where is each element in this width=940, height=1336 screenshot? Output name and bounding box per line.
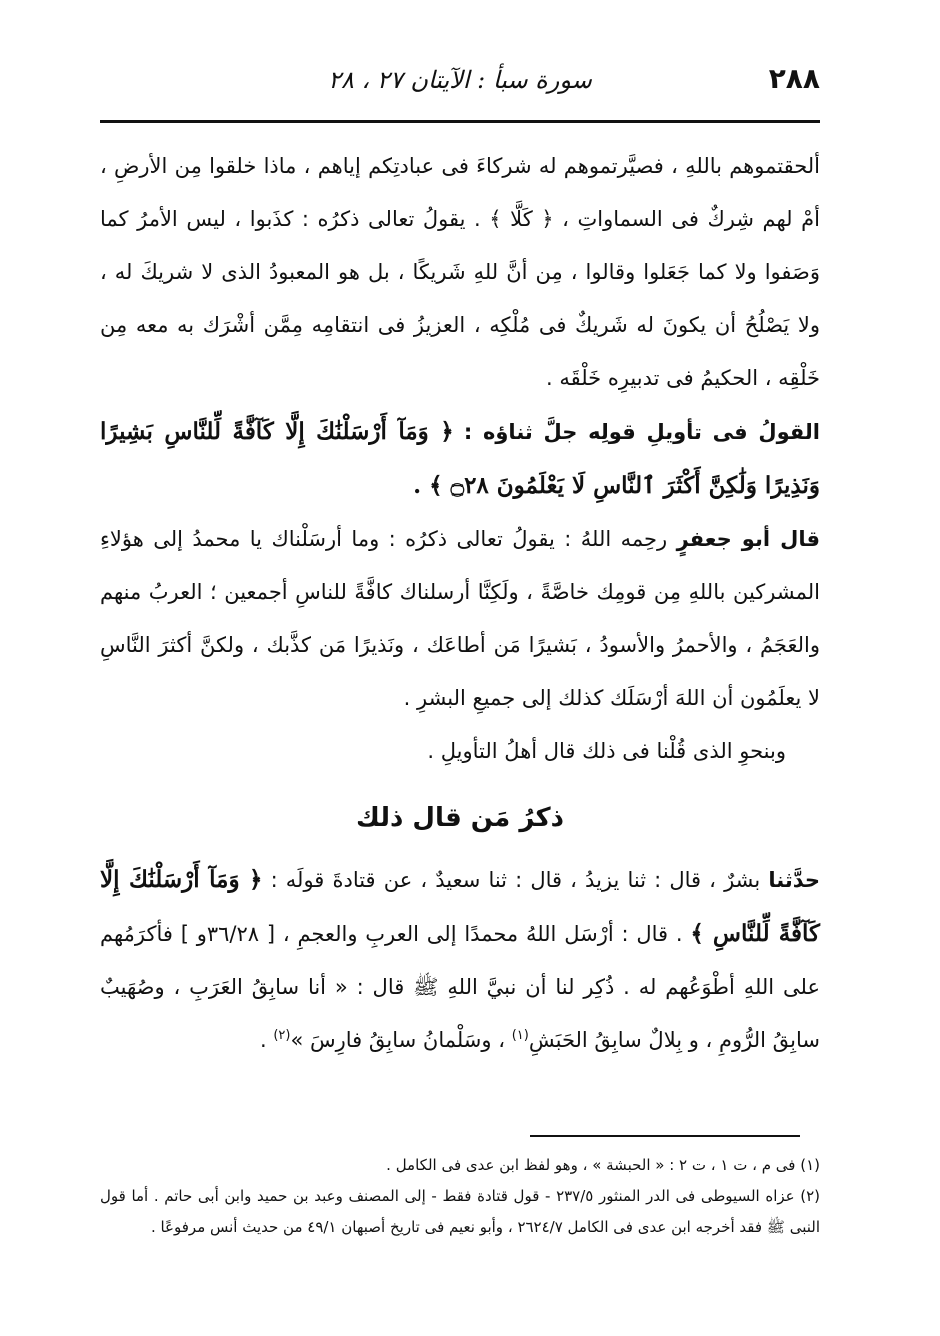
page-body bbox=[100, 140, 820, 1067]
paragraph-2-lead: القولُ فى تأويلِ قولِه جلَّ ثناؤه : bbox=[463, 420, 820, 444]
paragraph-5-text-c: ، وسَلْمانُ سابِقُ فارِسَ » bbox=[290, 1028, 505, 1052]
paragraph-5-lead: حدَّثنا bbox=[768, 868, 820, 892]
paragraph-1: ألحقتموهم باللهِ ، فصيَّرتموهم له شركاءَ فى عبادتِكم إياهم ، ماذا خلقوا مِن الأرضِ ، أمْ لهم شِركٌ فى السماواتِ ، ﴿ كَلَّا ﴾ . يقولُ تعالى ذكرُه : كذَبوا ، ليس الأمرُ كما وَصَفوا ولا كما جَعَلوا وقالوا ، مِن أنَّ للهِ شَريكًا ، بل هو المعبودُ الذى لا شريكَ له ، ولا يَصْلُحُ أن يكونَ له شَريكٌ فى مُلْكِه ، العزيزُ فى انتقامِه مِمَّن أشْرَك به معه مِن خَلْقِه ، الحكيمُ فى تدبيرِه خَلْقَه . bbox=[100, 154, 820, 390]
paragraph-5-end: . bbox=[259, 1028, 267, 1052]
footnote-ref-2: (٢) bbox=[273, 1028, 291, 1043]
paragraph-5-text-a: بشرٌ ، قال : ثنا يزيدُ ، قال : ثنا سعيدٌ ، عن قتادةَ قولَه : bbox=[270, 868, 761, 892]
paragraph-4: وبنحوِ الذى قُلْنا فى ذلك قال أهلُ التأويلِ . bbox=[427, 739, 786, 763]
footnote-ref-1: (١) bbox=[511, 1028, 529, 1043]
quran-quote: ﴿ وَمَآ أَرْسَلْنَٰكَ إِلَّا كَآفَّةً لِّلنَّاسِ ﴾ bbox=[100, 866, 820, 947]
footnote-2: (٢) عزاه السيوطى فى الدر المنثور ٢٣٧/٥ - قول قتادة فقط - إلى المصنف وعبد بن حميد وابن أبى حاتم . أما قول النبى ﷺ فقد أخرجه ابن عدى فى الكامل ٢٦٢٤/٧ ، وأبو نعيم فى تاريخ أصبهان ٤٩/١ من حديث أنس مرفوعًا . bbox=[100, 1187, 820, 1236]
footnote-1: (١) فى م ، ت ١ ، ت ٢ : « الحبشة » ، وهو لفظ ابن عدى فى الكامل . bbox=[386, 1156, 820, 1174]
page-header bbox=[100, 58, 820, 108]
paragraph-3-lead: قال أبو جعفرٍ bbox=[676, 527, 820, 551]
quran-verse-28: ﴿ وَمَآ أَرْسَلْنَٰكَ إِلَّا كَآفَّةً لِّلنَّاسِ بَشِيرًا وَنَذِيرًا وَلَٰكِنَّ أَكْثَرَ ٱلنَّاسِ لَا يَعْلَمُونَ ۝٢٨ ﴾ . bbox=[100, 418, 820, 499]
paragraph-5-text-b: . قال : أرْسَل اللهُ محمدًا إلى العربِ والعجمِ ، [ ٣٦/٢٨و ] فأكرَمُهم على اللهِ أطْوَعُهم له . ذُكِر لنا أن نبيَّ اللهِ ﷺ قال : « أنا سابِقُ العَرَبِ ، وصُهَيبٌ سابِقُ الرُّومِ ، و بِلالٌ سابِقُ الحَبَشِ bbox=[100, 922, 820, 1052]
paragraph-3 bbox=[100, 513, 820, 725]
footnote-rule bbox=[530, 1135, 800, 1137]
paragraph-2 bbox=[100, 405, 820, 513]
page-number: ٢٨٨ bbox=[768, 62, 820, 95]
section-title: ذكرُ مَن قال ذلك bbox=[356, 803, 564, 833]
paragraph-5 bbox=[100, 853, 820, 1067]
header-rule bbox=[100, 120, 820, 123]
footnotes bbox=[100, 1150, 820, 1243]
paragraph-3-text: رحِمه اللهُ : يقولُ تعالى ذكرُه : وما أرسَلْناك يا محمدُ إلى هؤلاءِ المشركين باللهِ مِن قومِك خاصَّةً ، ولَكِنَّا أرسلناك كافَّةً للناسِ أجمعين ؛ العربُ منهم والعَجَمُ ، والأحمرُ والأسودُ ، بَشيرًا مَن أطاعَك ، ونَذيرًا مَن كذَّبك ، ولكنَّ أكثرَ النَّاسِ لا يعلَمُون أن اللهَ أرْسَلَك كذلك إلى جميعِ البشرِ . bbox=[100, 527, 820, 710]
running-head: سورة سبأ : الآيتان ٢٧ ، ٢٨ bbox=[328, 66, 592, 94]
